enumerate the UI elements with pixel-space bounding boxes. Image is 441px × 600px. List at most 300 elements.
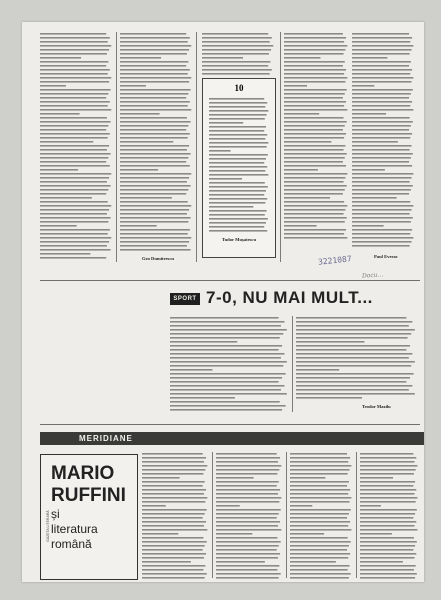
text-line	[216, 513, 279, 515]
column-divider	[280, 32, 281, 262]
text-line	[352, 237, 413, 239]
text-line	[284, 209, 345, 211]
text-line	[142, 549, 203, 551]
text-line	[40, 209, 109, 211]
text-line	[40, 133, 110, 135]
text-line	[352, 65, 409, 67]
text-line	[216, 525, 278, 527]
text-line	[352, 53, 410, 55]
text-line	[170, 365, 283, 367]
illegible-text-lines	[216, 452, 282, 580]
text-line	[284, 77, 347, 79]
text-line	[120, 201, 188, 203]
text-line	[170, 373, 286, 375]
handwritten-inventory-number: 3221087	[317, 254, 353, 267]
text-line	[290, 493, 348, 495]
text-line	[296, 321, 412, 323]
text-line	[170, 329, 287, 331]
text-line	[360, 477, 393, 479]
text-line	[284, 73, 344, 75]
illegible-text-lines	[360, 452, 418, 580]
text-line	[216, 473, 277, 475]
text-line	[284, 41, 344, 43]
text-line	[142, 497, 207, 499]
feature-title-line: RUFFINI	[51, 485, 126, 506]
text-line	[170, 337, 280, 339]
text-line	[142, 573, 207, 575]
text-line	[284, 81, 345, 83]
text-line	[352, 137, 410, 139]
text-line	[352, 97, 409, 99]
text-line	[352, 193, 409, 195]
text-line	[284, 137, 344, 139]
text-line	[209, 178, 242, 180]
text-line	[284, 61, 345, 63]
text-line	[360, 577, 415, 579]
text-line	[352, 45, 413, 47]
text-line	[284, 225, 317, 227]
text-line	[284, 85, 307, 87]
text-line	[352, 73, 410, 75]
text-line	[290, 509, 351, 511]
text-line	[360, 545, 415, 547]
text-line	[290, 477, 325, 479]
text-line	[209, 186, 268, 188]
text-line	[284, 113, 319, 115]
text-line	[170, 325, 281, 327]
text-line	[296, 389, 409, 391]
text-line	[216, 505, 240, 507]
text-line	[120, 89, 191, 91]
text-line	[142, 557, 204, 559]
text-line	[40, 257, 106, 259]
text-line	[352, 81, 412, 83]
text-line	[352, 225, 384, 227]
text-line	[352, 85, 374, 87]
text-line	[40, 245, 107, 247]
text-line	[296, 317, 406, 319]
text-line	[360, 513, 415, 515]
text-line	[360, 533, 392, 535]
poem-number: 10	[234, 83, 244, 93]
text-line	[352, 133, 412, 135]
text-line	[290, 453, 347, 455]
text-line	[216, 489, 280, 491]
text-line	[216, 545, 279, 547]
text-line	[360, 453, 413, 455]
text-line	[40, 77, 111, 79]
text-line	[40, 217, 111, 219]
text-line	[216, 493, 278, 495]
text-line	[352, 233, 410, 235]
text-line	[120, 189, 188, 191]
text-line	[142, 537, 203, 539]
text-line	[284, 153, 347, 155]
text-line	[40, 121, 111, 123]
column-divider	[212, 452, 213, 578]
text-line	[209, 114, 267, 116]
text-line	[170, 357, 281, 359]
text-line	[120, 229, 190, 231]
text-line	[209, 218, 268, 220]
poem-box	[202, 78, 276, 258]
text-line	[352, 161, 409, 163]
text-line	[284, 177, 345, 179]
text-line	[142, 493, 204, 495]
article-column-1	[40, 32, 112, 262]
column-divider	[356, 452, 357, 578]
text-line	[352, 217, 413, 219]
text-line	[284, 109, 347, 111]
text-line	[290, 573, 351, 575]
text-line	[360, 501, 416, 503]
text-line	[142, 501, 205, 503]
text-line	[40, 193, 106, 195]
text-line	[290, 521, 350, 523]
text-line	[120, 185, 191, 187]
sport-section-label: SPORT	[170, 293, 200, 305]
text-line	[120, 161, 186, 163]
text-line	[170, 321, 284, 323]
text-line	[352, 197, 397, 199]
pencil-note: Docu...	[361, 271, 384, 280]
text-line	[170, 377, 282, 379]
text-line	[142, 529, 207, 531]
text-line	[120, 193, 186, 195]
illegible-text-lines	[284, 32, 348, 242]
text-line	[120, 197, 172, 199]
meridiane-column-3	[290, 452, 352, 580]
text-line	[209, 166, 267, 168]
text-line	[296, 349, 406, 351]
text-line	[40, 169, 78, 171]
text-line	[170, 401, 280, 403]
text-line	[360, 573, 417, 575]
section-divider	[40, 424, 420, 425]
text-line	[40, 69, 110, 71]
text-line	[142, 553, 206, 555]
text-line	[209, 138, 265, 140]
text-line	[209, 214, 265, 216]
text-line	[120, 109, 191, 111]
text-line	[120, 121, 191, 123]
text-line	[120, 69, 190, 71]
text-line	[360, 485, 413, 487]
column-divider	[116, 32, 117, 262]
text-line	[120, 205, 191, 207]
text-line	[284, 205, 347, 207]
text-line	[290, 489, 350, 491]
text-line	[170, 333, 283, 335]
text-line	[120, 113, 160, 115]
text-line	[352, 141, 398, 143]
text-line	[202, 53, 269, 55]
text-line	[352, 205, 413, 207]
text-line	[284, 181, 344, 183]
text-line	[216, 561, 265, 563]
text-line	[120, 169, 158, 171]
text-line	[352, 153, 413, 155]
meridiane-column-1	[142, 452, 208, 580]
text-line	[216, 465, 281, 467]
text-line	[360, 557, 415, 559]
text-line	[284, 45, 347, 47]
text-line	[352, 113, 386, 115]
illegible-text-lines	[120, 32, 192, 254]
text-line	[120, 97, 186, 99]
text-line	[40, 221, 108, 223]
text-line	[290, 553, 350, 555]
text-line	[216, 533, 252, 535]
text-line	[120, 233, 188, 235]
text-line	[142, 525, 204, 527]
text-line	[40, 61, 108, 63]
text-line	[284, 97, 343, 99]
text-line	[296, 329, 415, 331]
sport-article-signature: Teodor Mazilu	[362, 404, 391, 409]
text-line	[360, 517, 413, 519]
text-line	[40, 41, 108, 43]
text-line	[40, 253, 90, 255]
text-line	[40, 197, 92, 199]
text-line	[352, 129, 409, 131]
text-line	[142, 565, 205, 567]
text-line	[352, 209, 412, 211]
text-line	[290, 485, 347, 487]
text-line	[120, 145, 189, 147]
text-line	[209, 122, 243, 124]
feature-title-line: MARIO	[51, 463, 115, 484]
text-line	[142, 453, 203, 455]
text-line	[40, 73, 108, 75]
text-line	[290, 577, 349, 579]
text-line	[352, 49, 412, 51]
text-line	[284, 93, 345, 95]
text-line	[40, 45, 111, 47]
text-line	[284, 193, 343, 195]
text-line	[40, 161, 106, 163]
text-line	[40, 241, 109, 243]
text-line	[40, 249, 111, 251]
text-line	[284, 33, 343, 35]
text-line	[202, 69, 272, 71]
text-line	[216, 553, 280, 555]
text-line	[142, 457, 206, 459]
text-line	[209, 158, 266, 160]
text-line	[296, 365, 411, 367]
text-line	[360, 493, 415, 495]
poem-text	[209, 97, 269, 233]
text-line	[209, 170, 265, 172]
text-line	[216, 517, 277, 519]
text-line	[120, 125, 188, 127]
text-line	[40, 185, 111, 187]
text-line	[120, 153, 191, 155]
sport-article-body-right	[296, 316, 416, 400]
text-line	[284, 185, 347, 187]
text-line	[40, 49, 109, 51]
text-line	[360, 525, 415, 527]
text-line	[296, 333, 411, 335]
text-line	[40, 93, 108, 95]
text-line	[40, 33, 106, 35]
text-line	[352, 185, 413, 187]
text-line	[40, 89, 111, 91]
text-line	[120, 237, 191, 239]
text-line	[216, 541, 281, 543]
text-line	[352, 157, 411, 159]
text-line	[120, 49, 189, 51]
text-line	[296, 353, 412, 355]
meridiane-section-label: MERIDIANE	[74, 432, 138, 445]
text-line	[290, 501, 350, 503]
text-line	[120, 137, 188, 139]
text-line	[290, 461, 348, 463]
text-line	[209, 118, 265, 120]
text-line	[202, 49, 271, 51]
text-line	[202, 65, 268, 67]
text-line	[360, 549, 413, 551]
text-line	[216, 485, 277, 487]
text-line	[142, 533, 178, 535]
text-line	[352, 181, 410, 183]
text-line	[290, 525, 348, 527]
illegible-text-lines	[142, 452, 208, 580]
text-line	[284, 49, 345, 51]
text-line	[40, 81, 109, 83]
feature-title-line: literatura	[51, 522, 98, 536]
text-line	[290, 549, 347, 551]
text-line	[296, 397, 362, 399]
text-line	[284, 161, 343, 163]
text-line	[216, 509, 281, 511]
article-column-2	[120, 32, 192, 254]
text-line	[40, 165, 110, 167]
text-line	[360, 497, 417, 499]
column-divider	[292, 316, 293, 412]
text-line	[216, 529, 281, 531]
text-line	[296, 337, 408, 339]
signature-right: Paul Everac	[374, 254, 398, 259]
text-line	[352, 241, 412, 243]
text-line	[284, 65, 343, 67]
text-line	[284, 125, 345, 127]
text-line	[40, 205, 111, 207]
text-line	[120, 133, 190, 135]
text-line	[296, 393, 415, 395]
text-line	[170, 405, 286, 407]
text-line	[170, 349, 279, 351]
text-line	[120, 181, 187, 183]
illegible-text-lines	[209, 97, 269, 233]
text-line	[120, 217, 191, 219]
text-line	[216, 477, 254, 479]
sport-article-title: 7-0, NU MAI MULT...	[206, 288, 373, 307]
text-line	[40, 189, 108, 191]
text-line	[290, 561, 336, 563]
poem-excerpt-top	[202, 32, 274, 76]
text-line	[120, 129, 186, 131]
text-line	[290, 465, 351, 467]
text-line	[360, 509, 417, 511]
text-line	[216, 497, 281, 499]
text-line	[284, 105, 344, 107]
text-line	[142, 481, 205, 483]
illegible-text-lines	[352, 32, 414, 250]
text-line	[284, 165, 346, 167]
text-line	[40, 85, 66, 87]
text-line	[142, 541, 207, 543]
text-line	[202, 37, 272, 39]
illegible-text-lines	[40, 32, 112, 262]
text-line	[120, 101, 190, 103]
text-line	[120, 221, 188, 223]
text-line	[284, 145, 345, 147]
text-line	[209, 182, 265, 184]
text-line	[40, 225, 77, 227]
text-line	[216, 453, 277, 455]
text-line	[284, 169, 318, 171]
text-line	[202, 57, 243, 59]
text-line	[284, 141, 331, 143]
text-line	[216, 457, 280, 459]
text-line	[360, 521, 416, 523]
text-line	[284, 121, 347, 123]
text-line	[360, 565, 416, 567]
text-line	[360, 473, 414, 475]
text-line	[209, 126, 266, 128]
text-line	[360, 489, 416, 491]
text-line	[142, 461, 204, 463]
text-line	[170, 409, 282, 411]
text-line	[352, 165, 412, 167]
text-line	[40, 65, 106, 67]
text-line	[216, 461, 278, 463]
text-line	[284, 37, 346, 39]
text-line	[120, 73, 188, 75]
illegible-text-lines	[170, 316, 288, 414]
text-line	[296, 385, 412, 387]
text-line	[142, 509, 207, 511]
text-line	[40, 145, 109, 147]
article-column-4	[284, 32, 348, 242]
text-line	[296, 377, 410, 379]
text-line	[142, 469, 205, 471]
column-divider	[286, 452, 287, 578]
text-line	[296, 381, 406, 383]
text-line	[216, 549, 277, 551]
text-line	[296, 345, 410, 347]
text-line	[284, 89, 347, 91]
text-line	[284, 53, 344, 55]
text-line	[142, 489, 206, 491]
text-line	[209, 130, 264, 132]
text-line	[290, 513, 349, 515]
text-line	[352, 169, 385, 171]
text-line	[352, 61, 411, 63]
text-line	[120, 33, 186, 35]
text-line	[40, 153, 111, 155]
text-line	[40, 181, 107, 183]
text-line	[40, 117, 107, 119]
text-line	[290, 505, 312, 507]
text-line	[216, 521, 280, 523]
text-line	[209, 98, 264, 100]
text-line	[209, 134, 267, 136]
text-line	[360, 481, 415, 483]
text-line	[170, 317, 279, 319]
text-line	[120, 213, 187, 215]
